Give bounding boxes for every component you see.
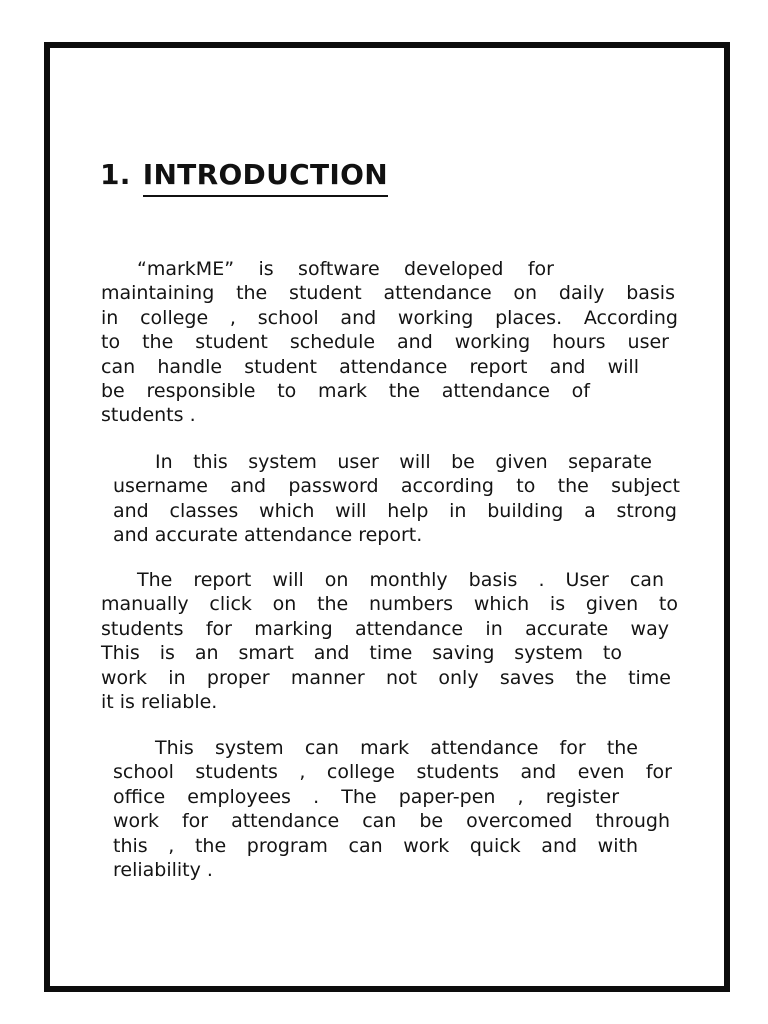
paragraph-line: The report will on monthly basis . User can — [137, 569, 664, 591]
paragraph-line: be responsible to mark the attendance of — [101, 380, 590, 403]
paragraph-line: it is reliable. — [101, 691, 218, 714]
paragraph-line: school students , college students and even for — [113, 761, 672, 784]
paragraph-line: In this system user will be given separate — [155, 451, 652, 473]
paragraph-line: students . — [101, 404, 196, 427]
paragraph-3 — [101, 568, 680, 714]
paragraph-1 — [101, 257, 678, 428]
paragraph-line: in college , school and working places. According — [101, 306, 678, 329]
paragraph-line: username and password according to the subject — [113, 475, 680, 498]
paragraph-line: maintaining the student attendance on daily basis — [101, 282, 675, 305]
paragraph-4 — [113, 736, 673, 882]
paragraph-line: reliability . — [113, 859, 213, 882]
paragraph-line: can handle student attendance report and will — [101, 355, 639, 378]
paragraph-line: work for attendance can be overcomed through — [113, 810, 670, 833]
paragraph-line: “markME” is software developed for — [137, 258, 554, 280]
section-number: 1. — [100, 158, 131, 191]
paragraph-line: and accurate attendance report. — [113, 524, 423, 547]
section-title: INTRODUCTION — [143, 158, 388, 197]
paragraph-2 — [113, 450, 680, 548]
paragraph-line: manually click on the numbers which is given to — [101, 593, 678, 616]
paragraph-line: This system can mark attendance for the — [155, 737, 638, 759]
paragraph-line: this , the program can work quick and with — [113, 834, 638, 857]
paragraph-line: work in proper manner not only saves the time — [101, 666, 671, 689]
paragraph-line: and classes which will help in building a strong — [113, 499, 677, 522]
paragraph-line: office employees . The paper-pen , register — [113, 785, 619, 808]
section-heading — [100, 158, 388, 197]
paragraph-line: This is an smart and time saving system to — [101, 642, 622, 665]
paragraph-line: to the student schedule and working hours user — [101, 331, 669, 354]
paragraph-line: students for marking attendance in accurate way — [101, 617, 669, 640]
